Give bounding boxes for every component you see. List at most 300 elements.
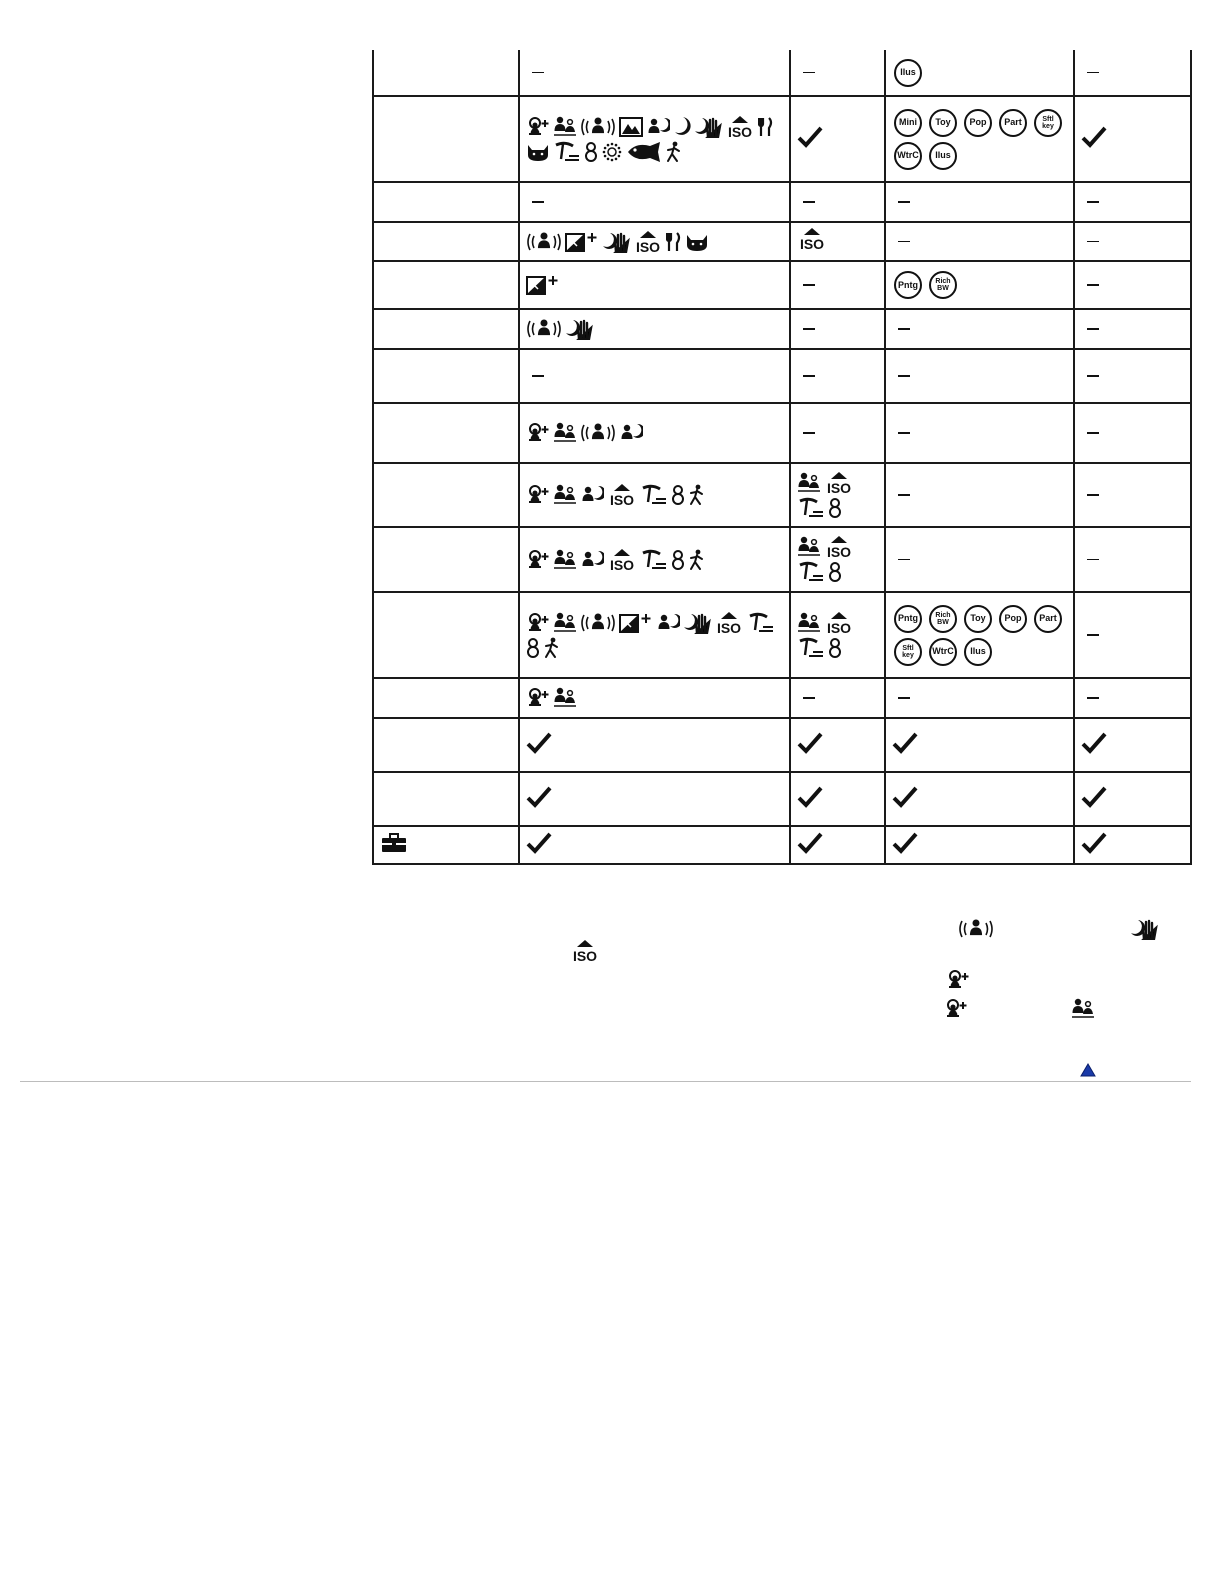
table-row [373,309,1191,349]
backlight-hdr-icon [526,484,550,506]
table-cell-c4 [885,826,1074,864]
snow-icon [828,561,842,583]
beach-icon [797,637,825,659]
svg-text:ISO: ISO [609,556,635,572]
table-cell-c5 [1074,826,1191,864]
table-cell-c2 [519,222,790,261]
table-cell-c3 [790,50,885,96]
picture-effect-wtrc-icon: WtrC [929,638,957,666]
svg-text:ISO: ISO [727,123,753,139]
not-available-dash [532,201,544,203]
underwater-icon [626,141,662,163]
anti-blur-icon [526,318,562,340]
not-available-dash [1087,241,1099,243]
table-cell-c2 [519,403,790,463]
backlight-hdr-icon [526,116,550,138]
underwater-icon [626,141,662,163]
sports-icon [665,141,683,163]
check-icon [526,831,552,855]
night-portrait-icon [656,612,680,634]
night-portrait-icon [619,422,643,444]
sports-icon [688,549,706,571]
table-cell-c5 [1074,349,1191,403]
landscape-icon [619,116,643,138]
high-sensitivity-icon [607,549,637,571]
toolbox-icon [380,832,408,854]
beach-icon [747,612,775,634]
not-available-dash [898,697,910,699]
table-cell-c5 [1074,678,1191,718]
table-row [373,403,1191,463]
backlight-hdr-icon [526,422,550,444]
gourmet-icon [666,231,682,253]
anti-blur-icon [580,116,616,138]
portrait-group-icon [797,536,821,558]
pet-icon [526,141,550,163]
beach-icon [797,497,825,519]
not-available-dash [1087,432,1099,434]
table-cell-c1 [373,182,519,222]
check-icon [892,831,918,860]
sports-icon [543,637,561,659]
table-cell-c4 [885,527,1074,592]
high-sensitivity-icon [714,611,744,635]
svg-text:ISO: ISO [826,619,852,635]
table-cell-c4 [885,463,1074,527]
high-sensitivity-icon [824,611,854,635]
beach-icon [747,612,775,634]
portrait-group-icon [1071,998,1095,1025]
portrait-group-icon [797,612,821,634]
svg-text:ISO: ISO [799,235,825,251]
high-sensitivity-icon [824,472,854,494]
table-cell-c4 [885,96,1074,182]
portrait-group-icon [553,549,577,571]
check-icon [526,731,552,755]
backlight-hdr-icon [526,612,550,634]
handheld-twilight-icon [602,231,630,253]
beach-icon [640,549,668,571]
portrait-group-icon [797,612,821,634]
backlight-correction-icon [565,231,599,253]
not-available-dash [898,432,910,434]
table-cell-c3 [790,96,885,182]
high-sensitivity-icon [607,483,637,507]
table-cell-c5 [1074,96,1191,182]
not-available-dash [1087,697,1099,699]
table-row [373,826,1191,864]
snow-icon [671,484,685,506]
table-cell-c4 [885,182,1074,222]
picture-effect-soft-key-icon: Sftl key [1034,109,1062,137]
anti-blur-icon [526,231,562,253]
anti-blur-icon [958,918,994,940]
backlight-hdr-icon [944,998,968,1020]
high-sensitivity-icon [570,940,600,962]
backlight-hdr-icon [946,969,970,991]
svg-text:ISO: ISO [635,238,661,254]
check-icon [1081,785,1107,809]
not-available-dash [898,328,910,330]
check-icon [797,785,823,809]
high-sensitivity-icon [725,116,755,138]
table-cell-c1 [373,403,519,463]
snow-icon [828,497,842,519]
svg-text:ISO: ISO [826,544,852,559]
picture-effect-illus-icon: Ilus [964,638,992,666]
check-icon [1081,731,1107,755]
check-icon [797,831,823,855]
table-row [373,349,1191,403]
snow-icon [526,637,540,659]
table-cell-c2 [519,718,790,772]
backlight-hdr-icon [944,998,968,1020]
handheld-twilight-icon [683,612,711,634]
night-portrait-icon [656,612,680,634]
picture-effect-pntg-icon: Pntg [894,605,922,633]
handheld-twilight-icon [565,318,593,340]
table-cell-c3 [790,592,885,678]
snow-icon [828,561,842,583]
snow-icon [828,497,842,519]
table-cell-c1 [373,309,519,349]
table-cell-c2 [519,463,790,527]
backlight-hdr-icon [526,687,550,709]
portrait-group-icon [553,612,577,634]
table-cell-c4 [885,309,1074,349]
table-cell-c1 [373,96,519,182]
anti-blur-icon [580,422,616,444]
snow-icon [671,484,685,506]
beach-icon [640,549,668,571]
table-cell-c5 [1074,592,1191,678]
portrait-group-icon [553,549,577,571]
table-cell-c3 [790,527,885,592]
snow-icon [828,637,842,659]
snow-icon [671,549,685,571]
check-icon [1081,785,1107,814]
table-cell-c4 [885,718,1074,772]
svg-text:ISO: ISO [716,619,742,635]
backlight-correction-icon [526,274,560,296]
table-cell-c2 [519,527,790,592]
portrait-group-icon [797,472,821,494]
table-cell-c4 [885,261,1074,309]
table-row [373,527,1191,592]
table-cell-c3 [790,309,885,349]
check-icon [526,785,552,814]
table-cell-c3 [790,261,885,309]
table-cell-c4 [885,349,1074,403]
table-cell-c1 [373,349,519,403]
table-cell-c2 [519,772,790,826]
night-portrait-icon [646,116,670,138]
high-sensitivity-icon [714,612,744,634]
landscape-icon [619,116,643,138]
high-sensitivity-icon [797,228,827,250]
anti-blur-icon [580,422,616,444]
high-sensitivity-icon [824,536,854,558]
table-cell-c3 [790,403,885,463]
not-available-dash [1087,634,1099,636]
portrait-group-icon [553,422,577,444]
picture-effect-illus-icon: Ilus [929,142,957,170]
beach-icon [797,561,825,583]
table-cell-c5 [1074,309,1191,349]
snow-icon [828,637,842,659]
check-icon [797,125,823,149]
sports-icon [688,484,706,506]
not-available-dash [898,241,910,243]
table-cell-c1 [373,592,519,678]
table-row [373,222,1191,261]
table-cell-c2 [519,261,790,309]
backlight-hdr-icon [526,116,550,138]
table-cell-c5 [1074,50,1191,96]
high-sensitivity-icon [633,230,663,254]
not-available-dash [1087,328,1099,330]
backlight-hdr-icon [526,549,550,571]
table-cell-c5 [1074,718,1191,772]
snow-icon [526,637,540,659]
backlight-hdr-icon [526,549,550,571]
portrait-group-icon [553,687,577,709]
high-sensitivity-icon [633,231,663,253]
table-cell-c5 [1074,527,1191,592]
table-cell-c3 [790,772,885,826]
check-icon [1081,125,1107,154]
not-available-dash [803,432,815,434]
night-portrait-icon [619,422,643,444]
compatibility-table [372,50,1192,865]
handheld-twilight-icon [1130,918,1158,945]
beach-icon [553,141,581,163]
check-icon [797,731,823,755]
table-cell-c4 [885,222,1074,261]
table-row [373,96,1191,182]
pet-icon [685,231,709,253]
beach-icon [553,141,581,163]
not-available-dash [1087,559,1099,561]
table-cell-c3 [790,182,885,222]
portrait-group-icon [1071,998,1095,1020]
picture-effect-toy-icon: Toy [964,605,992,633]
not-available-dash [803,697,815,699]
portrait-group-icon [797,536,821,558]
table-cell-c2 [519,592,790,678]
not-available-dash [803,284,815,286]
check-icon [892,831,918,855]
table-row [373,182,1191,222]
check-icon [797,125,823,154]
table-cell-c2 [519,826,790,864]
table-cell-c5 [1074,772,1191,826]
check-icon [797,785,823,814]
portrait-group-icon [553,687,577,709]
beach-icon [640,484,668,506]
table-cell-c4 [885,403,1074,463]
backlight-correction-icon [526,274,560,296]
table-cell-c4 [885,772,1074,826]
handheld-twilight-icon [683,612,711,634]
backlight-hdr-icon [946,969,970,991]
table-cell-c4 [885,592,1074,678]
night-scene-icon [673,116,691,138]
backlight-hdr-icon [526,612,550,634]
svg-text:ISO: ISO [609,492,635,507]
not-available-dash [898,559,910,561]
table-row [373,261,1191,309]
sports-icon [688,549,706,571]
check-icon [892,785,918,814]
night-portrait-icon [580,549,604,571]
pet-icon [526,141,550,163]
not-available-dash [1087,375,1099,377]
table-cell-c1 [373,222,519,261]
table-cell-c4 [885,50,1074,96]
check-icon [1081,831,1107,855]
not-available-dash [898,494,910,496]
handheld-twilight-icon [565,318,593,340]
not-available-dash [803,72,815,74]
not-available-dash [803,201,815,203]
fireworks-icon [601,141,623,163]
backlight-hdr-icon [526,422,550,444]
table-row [373,678,1191,718]
picture-effect-mini-icon: Mini [894,109,922,137]
high-sensitivity-icon [570,940,600,968]
night-scene-icon [673,116,691,138]
svg-text:ISO: ISO [826,479,852,495]
table-cell-c5 [1074,182,1191,222]
table-cell-c2 [519,182,790,222]
check-icon [526,831,552,860]
table-cell-c4 [885,678,1074,718]
toolbox-icon [380,832,408,854]
picture-effect-rich-bw-icon: Rich BW [929,605,957,633]
snow-icon [584,141,598,163]
pet-icon [685,231,709,253]
table-cell-c5 [1074,403,1191,463]
table-cell-c3 [790,463,885,527]
anti-blur-icon [580,116,616,138]
picture-effect-toy-icon: Toy [929,109,957,137]
check-icon [797,831,823,860]
backlight-correction-icon [565,231,599,253]
picture-effect-wtrc-icon: WtrC [894,142,922,170]
gourmet-icon [666,231,682,253]
backlight-hdr-icon [946,969,970,996]
sports-icon [543,637,561,659]
svg-text:ISO: ISO [572,948,598,963]
table-cell-c5 [1074,222,1191,261]
table-row [373,772,1191,826]
not-available-dash [803,375,815,377]
table-cell-c3 [790,222,885,261]
high-sensitivity-icon [725,115,755,139]
check-icon [892,731,918,755]
backlight-correction-icon [619,612,653,634]
table-cell-c1 [373,772,519,826]
table-cell-c2 [519,349,790,403]
not-available-dash [1087,284,1099,286]
table-row [373,463,1191,527]
table-cell-c3 [790,718,885,772]
picture-effect-part-icon: Part [999,109,1027,137]
high-sensitivity-icon [607,484,637,506]
picture-effect-part-icon: Part [1034,605,1062,633]
snow-icon [671,549,685,571]
night-portrait-icon [580,549,604,571]
table-cell-c1 [373,678,519,718]
not-available-dash [532,375,544,377]
anti-blur-icon [580,612,616,634]
table-cell-c3 [790,349,885,403]
divider [20,1081,1191,1082]
anti-blur-icon [580,612,616,634]
picture-effect-soft-key-icon: Sftl key [894,638,922,666]
table-cell-c1 [373,463,519,527]
high-sensitivity-icon [797,227,827,251]
triangle-up-icon [1080,1063,1096,1077]
high-sensitivity-icon [824,471,854,495]
picture-effect-pop-icon: Pop [999,605,1027,633]
beach-icon [640,484,668,506]
table-cell-c2 [519,309,790,349]
high-sensitivity-icon [824,612,854,634]
picture-effect-rich-bw-icon: Rich BW [929,271,957,299]
portrait-group-icon [553,612,577,634]
not-available-dash [898,201,910,203]
sports-icon [688,484,706,506]
handheld-twilight-icon [694,116,722,138]
table-cell-c2 [519,96,790,182]
check-icon [1081,831,1107,860]
anti-blur-icon [526,318,562,340]
not-available-dash [898,375,910,377]
backlight-hdr-icon [944,998,968,1025]
not-available-dash [532,72,544,74]
table-cell-c3 [790,678,885,718]
snow-icon [584,141,598,163]
high-sensitivity-icon [824,535,854,559]
back-to-top-link[interactable] [1080,1063,1096,1082]
portrait-group-icon [797,472,821,494]
beach-icon [797,561,825,583]
check-icon [892,785,918,809]
not-available-dash [803,328,815,330]
portrait-group-icon [553,116,577,138]
backlight-correction-icon [619,612,653,634]
picture-effect-pop-icon: Pop [964,109,992,137]
table-cell-c3 [790,826,885,864]
night-portrait-icon [580,484,604,506]
not-available-dash [1087,201,1099,203]
anti-blur-icon [958,918,994,940]
check-icon [892,731,918,760]
anti-blur-icon [958,918,994,945]
not-available-dash [1087,494,1099,496]
table-cell-c2 [519,50,790,96]
anti-blur-icon [526,231,562,253]
check-icon [797,731,823,760]
handheld-twilight-icon [694,116,722,138]
backlight-hdr-icon [526,484,550,506]
not-available-dash [1087,72,1099,74]
portrait-group-icon [1071,998,1095,1020]
table-cell-c1 [373,527,519,592]
portrait-group-icon [553,484,577,506]
